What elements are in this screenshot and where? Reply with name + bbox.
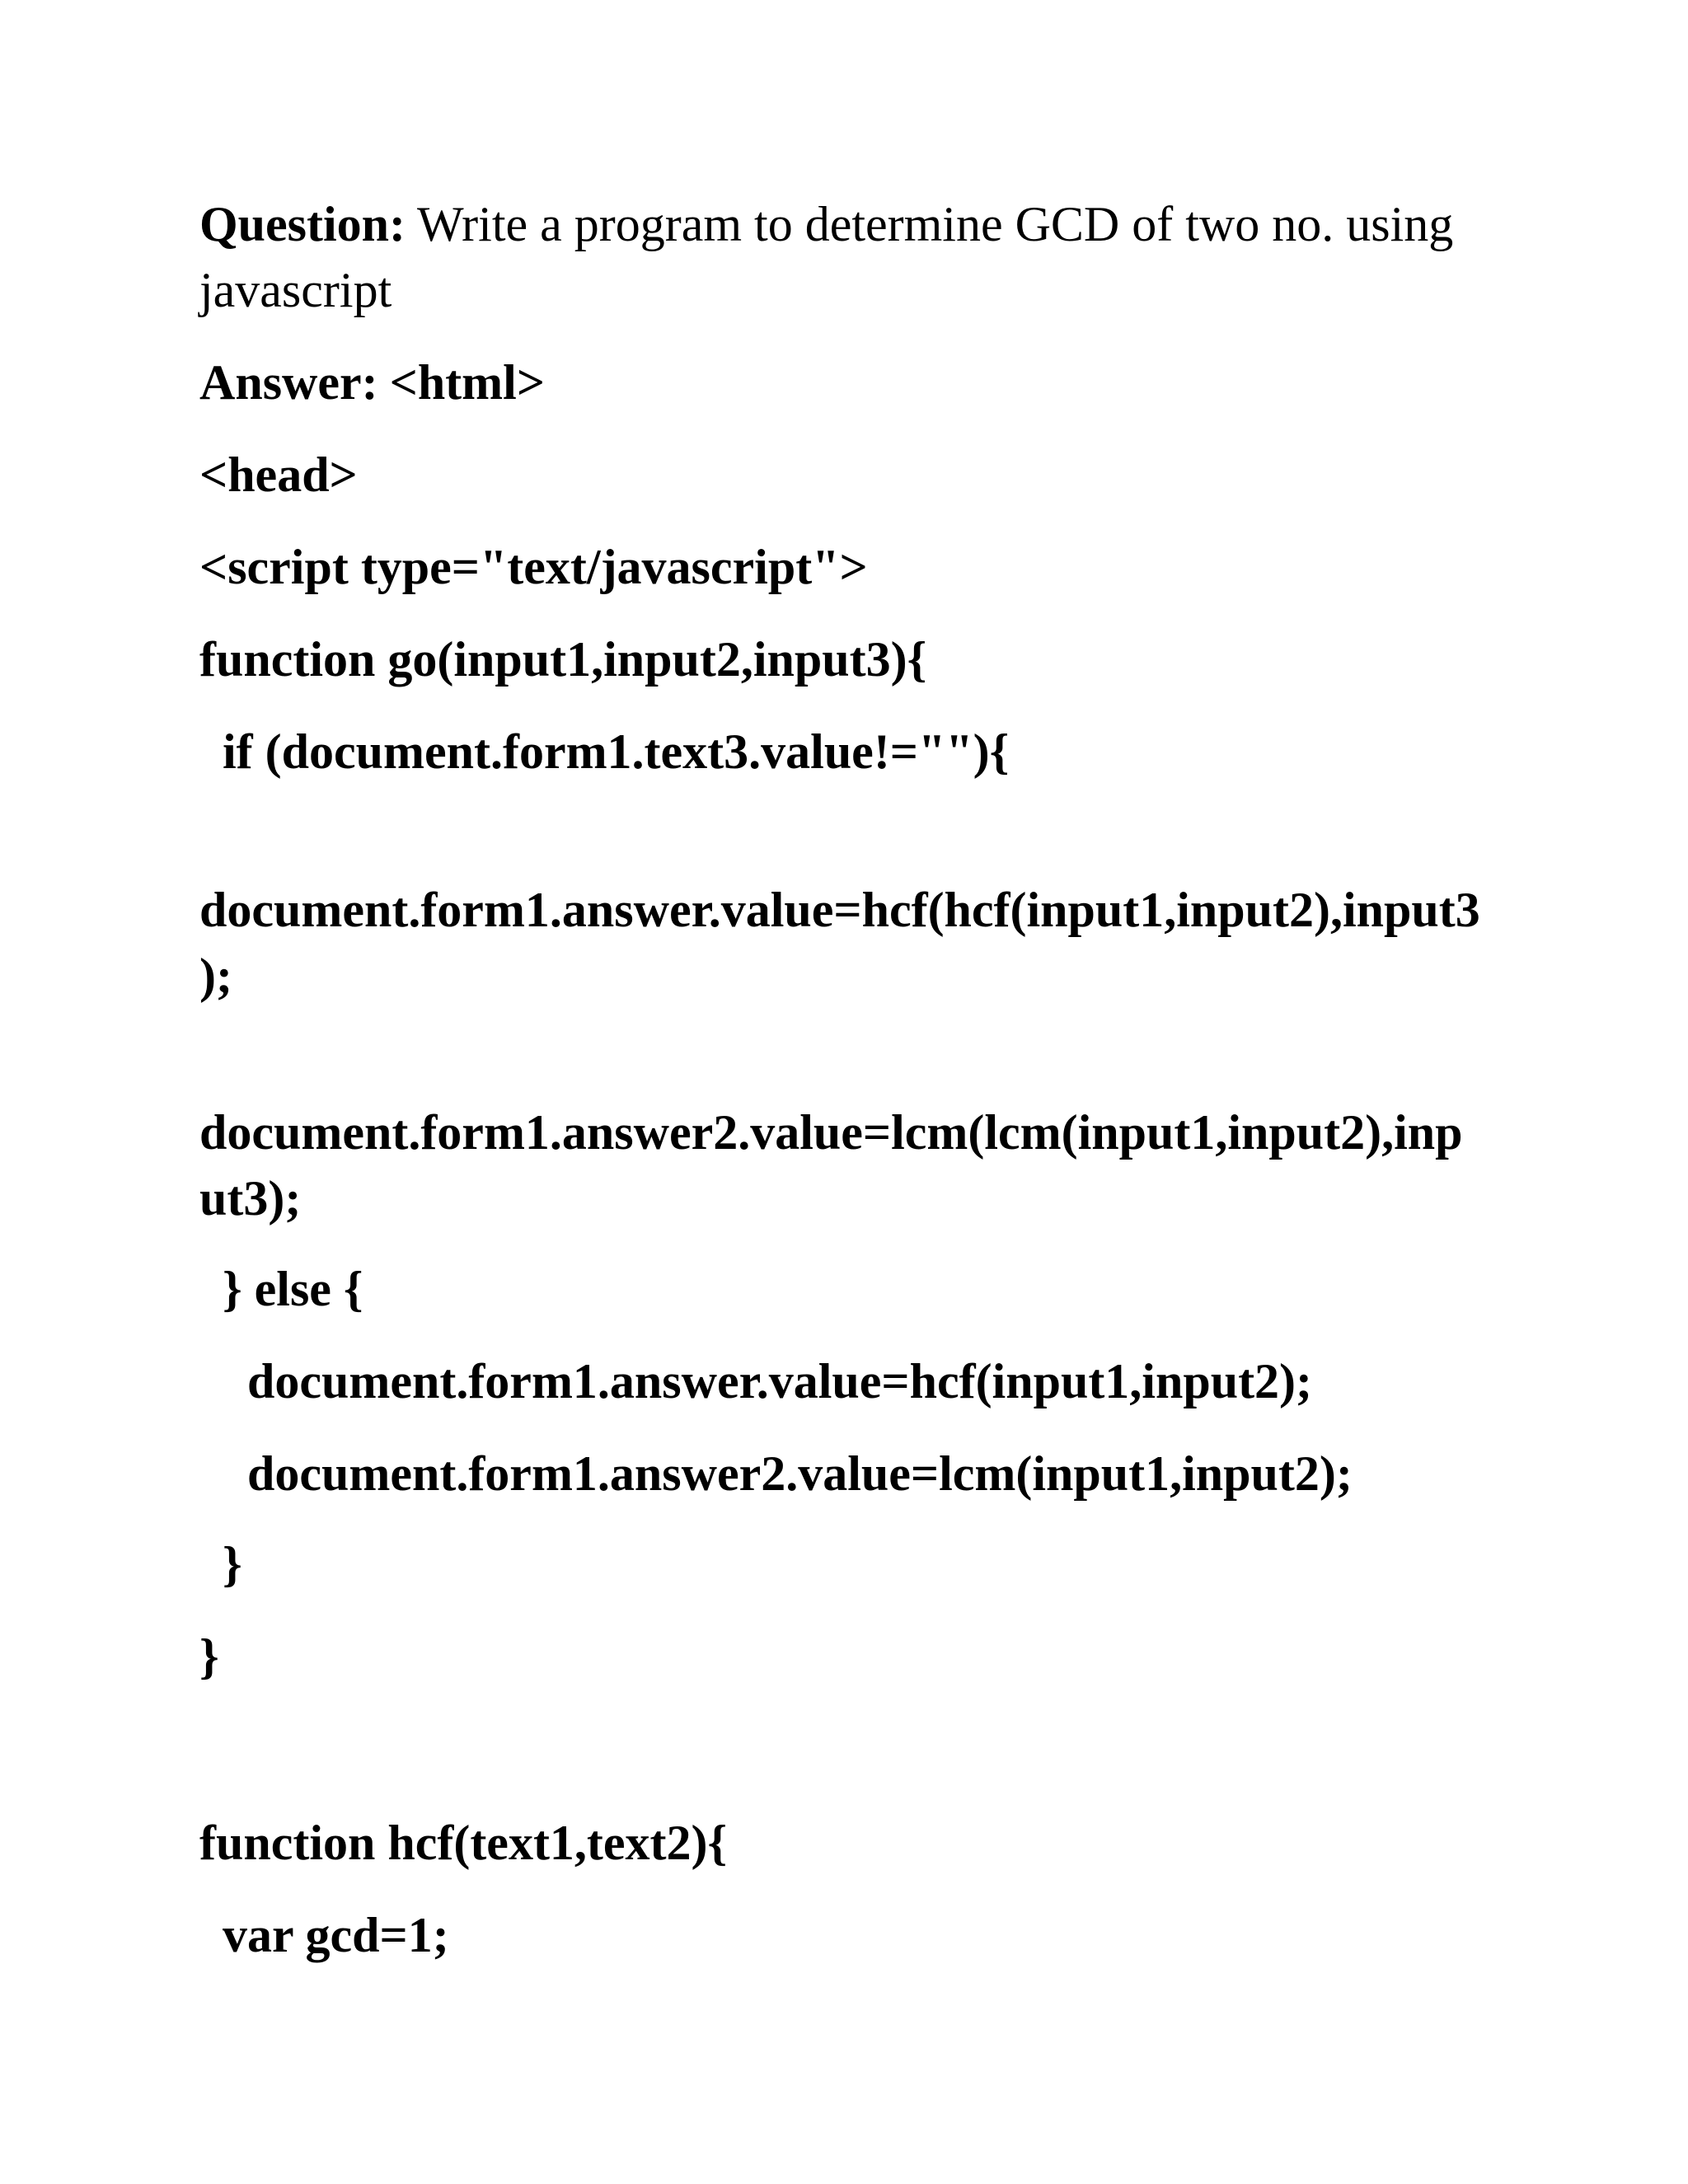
code-line: }	[223, 1537, 242, 1591]
code-line: } else {	[223, 1262, 363, 1316]
answer-line	[199, 349, 1502, 415]
question-block	[199, 191, 1502, 323]
code-line: document.form1.answer.value=hcf(hcf(input1,input2),input3	[199, 883, 1480, 937]
question-text-line1: Write a program to determine GCD of two no. using	[416, 197, 1454, 251]
code-line: <head>	[199, 448, 358, 502]
question-text-line2: javascript	[199, 263, 392, 317]
code-line: );	[199, 949, 232, 1003]
question-label: Question:	[199, 197, 406, 251]
code-line: <html>	[389, 355, 546, 410]
code-line: <script type="text/javascript">	[199, 540, 868, 594]
answer-label: Answer:	[199, 355, 378, 410]
code-line: ut3);	[199, 1171, 302, 1226]
code-line: function go(input1,input2,input3){	[199, 632, 927, 687]
code-line: function hcf(text1,text2){	[199, 1816, 728, 1870]
code-line: }	[199, 1629, 219, 1684]
code-line: if (document.form1.text3.value!=""){	[223, 724, 1010, 779]
code-line: document.form1.answer.value=hcf(input1,input2);	[247, 1354, 1313, 1408]
code-line: document.form1.answer2.value=lcm(lcm(input1,input2),inp	[199, 1105, 1463, 1160]
code-line: var gcd=1;	[223, 1908, 449, 1962]
code-line: document.form1.answer2.value=lcm(input1,input2);	[247, 1446, 1353, 1501]
